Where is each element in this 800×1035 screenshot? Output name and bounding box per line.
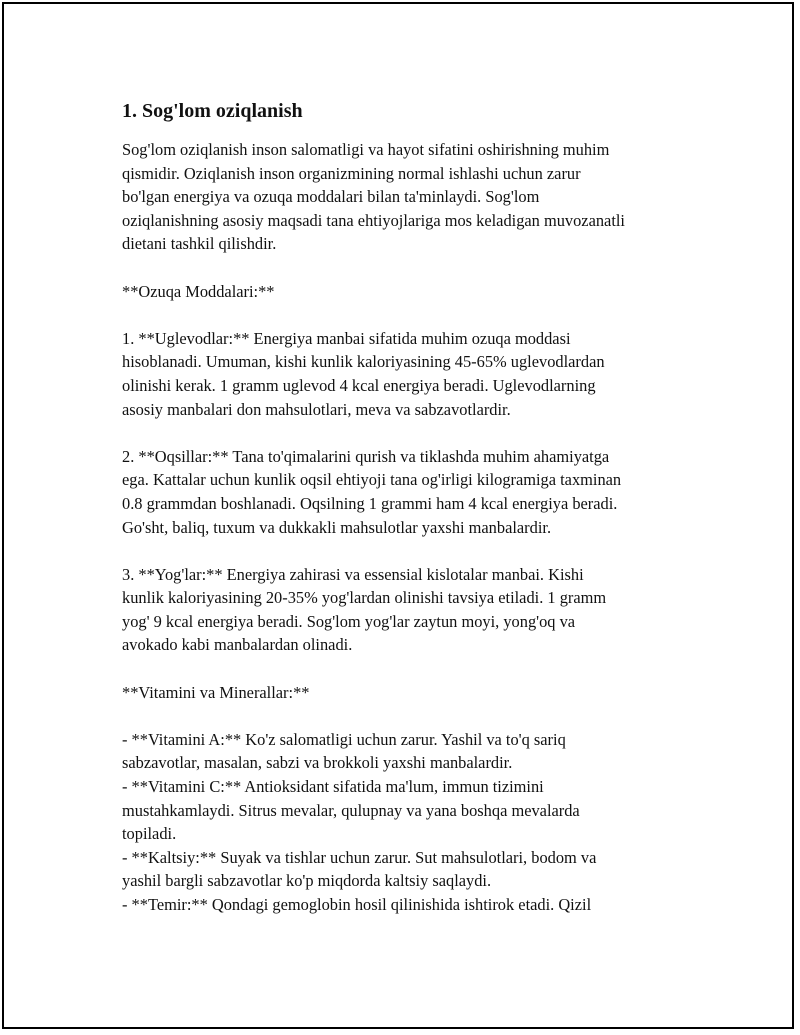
list-item: - **Vitamini A:** Ko'z salomatligi uchun zarur. Yashil va to'q sariq (122, 729, 566, 749)
paragraph-gap (122, 657, 692, 681)
text-line: dietani tashkil qilishdir. (122, 234, 277, 254)
paragraph-gap (122, 704, 692, 728)
text-line: Sog'lom oziqlanish inson salomatligi va hayot sifatini oshirishning muhim (122, 140, 610, 159)
text-line: qismidir. Oziqlanish inson organizmining normal ishlashi uchun zarur (122, 163, 581, 183)
page-frame (2, 2, 794, 1029)
text-line: yashil bargli sabzavotlar ko'p miqdorda kaltsiy saqlaydi. (122, 871, 492, 891)
text-line: 1. **Uglevodlar:** Energiya manbai sifatida muhim ozuqa moddasi (122, 328, 571, 348)
text-line: **Vitamini va Minerallar:** (122, 682, 310, 702)
paragraph-gap (122, 421, 692, 445)
text-line: **Ozuqa Moddalari:** (122, 281, 275, 301)
text-line: 2. **Oqsillar:** Tana to'qimalarini qurish va tiklashda muhim ahamiyatga (122, 446, 610, 466)
text-line: topiladi. (122, 824, 177, 844)
text-line: asosiy manbalari don mahsulotlari, meva va sabzavotlardir. (122, 399, 511, 419)
vitamins-heading (122, 681, 692, 705)
text-line: ega. Kattalar uchun kunlik oqsil ehtiyoji tana og'irligi kilogramiga taxminan (122, 470, 622, 490)
text-line: bo'lgan energiya va ozuqa moddalari bilan ta'minlaydi. Sog'lom (122, 187, 540, 207)
text-line: olinishi kerak. 1 gramm uglevod 4 kcal energiya beradi. Uglevodlarning (122, 375, 596, 395)
text-line: avokado kabi manbalardan olinadi. (122, 635, 353, 655)
carbs-paragraph (122, 327, 692, 421)
list-item: - **Kaltsiy:** Suyak va tishlar uchun zarur. Sut mahsulotlari, bodom va (122, 847, 597, 867)
text-line: kunlik kaloriyasining 20-35% yog'lardan olinishi tavsiya etiladi. 1 gramm (122, 588, 607, 608)
intro-paragraph (122, 138, 692, 256)
list-item: - **Temir:** Qondagi gemoglobin hosil qilinishida ishtirok etadi. Qizil (122, 895, 592, 914)
text-line: mustahkamlaydi. Sitrus mevalar, qulupnay va yana boshqa mevalarda (122, 800, 580, 820)
text-line: hisoblanadi. Umuman, kishi kunlik kaloriyasining 45-65% uglevodlardan (122, 352, 605, 372)
text-line: Go'sht, baliq, tuxum va dukkakli mahsulotlar yaxshi manbalardir. (122, 517, 552, 537)
paragraph-gap (122, 256, 692, 280)
text-line: sabzavotlar, masalan, sabzi va brokkoli yaxshi manbalardir. (122, 753, 513, 773)
list-item: - **Vitamini C:** Antioksidant sifatida ma'lum, immun tizimini (122, 777, 544, 797)
vitamins-list (122, 728, 692, 917)
paragraph-gap (122, 539, 692, 563)
text-line: yog' 9 kcal energiya beradi. Sog'lom yog'lar zaytun moyi, yong'oq va (122, 611, 576, 631)
text-line: 0.8 grammdan boshlanadi. Oqsilning 1 grammi ham 4 kcal energiya beradi. (122, 493, 618, 513)
nutrients-heading (122, 280, 692, 304)
fats-paragraph (122, 563, 692, 657)
paragraph-gap (122, 303, 692, 327)
document-content (122, 98, 692, 917)
proteins-paragraph (122, 445, 692, 539)
text-line: oziqlanishning asosiy maqsadi tana ehtiyojlariga mos keladigan muvozanatli (122, 210, 625, 230)
text-line: 3. **Yog'lar:** Energiya zahirasi va essensial kislotalar manbai. Kishi (122, 564, 584, 584)
document-title: 1. Sog'lom oziqlanish (122, 100, 303, 122)
